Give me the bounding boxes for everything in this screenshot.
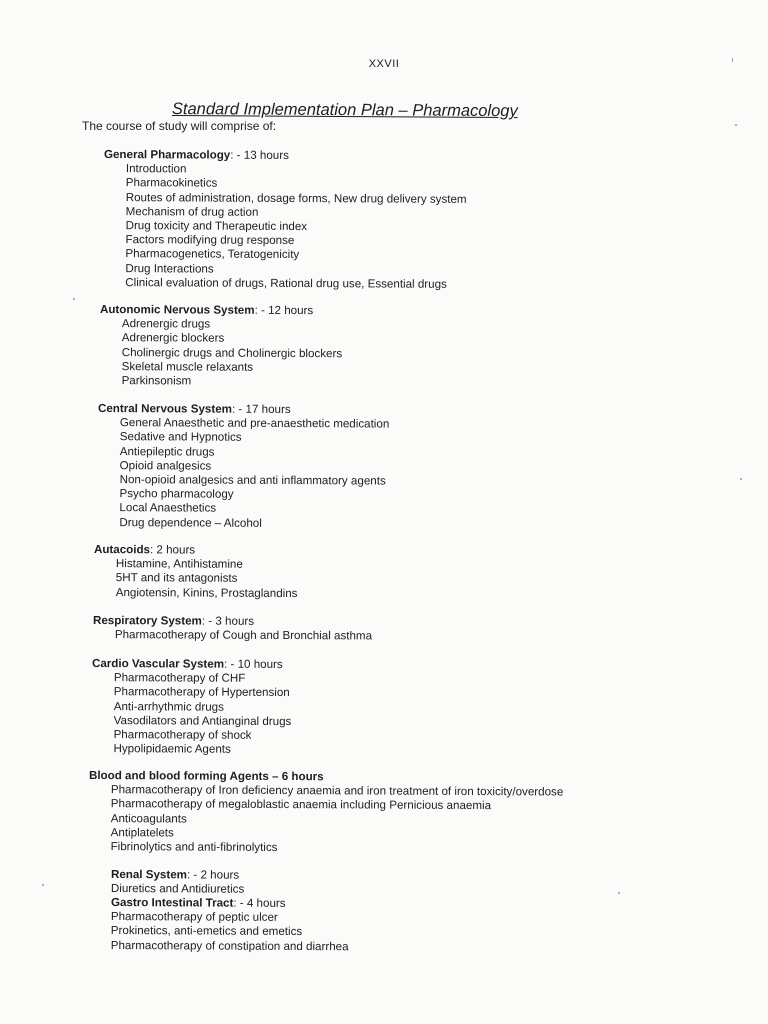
list-item: Pharmacogenetics, Teratogenicity — [125, 247, 300, 262]
section-title: Renal System — [110, 868, 188, 882]
list-item: Skeletal muscle relaxants — [121, 359, 254, 374]
list-item: Cholinergic drugs and Cholinergic blockers — [121, 345, 343, 360]
list-item: Anti-arrhythmic drugs — [113, 699, 224, 714]
list-item: Pharmacotherapy of peptic ulcer — [110, 910, 278, 925]
topic-list — [93, 628, 372, 644]
section-autonomic-nervous-system — [100, 303, 343, 389]
section-heading — [98, 402, 389, 418]
list-item: Drug Interactions — [125, 261, 214, 276]
section-title: Gastro Intestinal Tract — [110, 896, 234, 910]
section-heading — [92, 657, 292, 672]
topic-list — [89, 783, 564, 856]
section-autacoids — [94, 543, 298, 601]
scan-speck — [740, 478, 742, 480]
list-item: Routes of administration, dosage forms, New drug delivery system — [125, 190, 467, 206]
section-hours: : - 3 hours — [201, 614, 255, 628]
section-heading — [111, 896, 349, 911]
section-heading — [100, 303, 342, 318]
section-gastro-intestinal-tract — [111, 896, 349, 954]
list-item: Drug toxicity and Therapeutic index — [125, 219, 308, 234]
topic-list — [103, 162, 467, 292]
section-cardio-vascular-system — [91, 657, 291, 757]
list-item: Drug dependence – Alcohol — [119, 515, 262, 530]
topic-list — [94, 557, 298, 601]
section-respiratory-system — [93, 614, 372, 644]
list-item: Non-opioid analgesics and anti inflammatory agents — [119, 473, 386, 488]
list-item: Clinical evaluation of drugs, Rational drug use, Essential drugs — [125, 275, 447, 291]
topic-list — [111, 910, 349, 954]
list-item: Pharmacotherapy of CHF — [113, 671, 246, 686]
section-title: Cardio Vascular System — [91, 657, 225, 671]
list-item: Adrenergic blockers — [121, 331, 225, 346]
topic-list — [97, 416, 389, 531]
scan-speck — [618, 892, 620, 894]
section-hours: : 2 hours — [149, 543, 196, 557]
list-item: Antiplatelets — [110, 825, 174, 840]
section-blood-forming-agents — [89, 769, 564, 857]
list-item: Histamine, Antihistamine — [115, 557, 243, 571]
topic-list — [111, 882, 244, 897]
list-item: Diuretics and Antidiuretics — [110, 882, 245, 896]
section-title: General Pharmacology — [103, 148, 231, 162]
section-central-nervous-system — [97, 402, 389, 531]
list-item: Local Anaesthetics — [119, 501, 217, 516]
section-title: Autacoids — [93, 543, 151, 557]
section-title: Autonomic Nervous System — [99, 303, 255, 317]
list-item: Pharmacotherapy of Cough and Bronchial asthma — [114, 628, 373, 643]
list-item: Pharmacotherapy of constipation and diarrhea — [110, 938, 349, 953]
topic-list — [91, 671, 291, 757]
list-item: Antiepileptic drugs — [119, 444, 215, 459]
list-item: Parkinsonism — [121, 374, 192, 388]
list-item: Prokinetics, anti-emetics and emetics — [110, 924, 303, 939]
list-item: Factors modifying drug response — [125, 233, 295, 248]
section-hours: : - 12 hours — [254, 303, 314, 318]
scan-speck — [73, 298, 75, 300]
list-item: Pharmacotherapy of Iron deficiency anaemia and iron treatment of iron toxicity/overdose — [110, 783, 564, 799]
list-item: Psycho pharmacology — [119, 487, 234, 501]
section-renal-system — [111, 868, 245, 897]
list-item: Sedative and Hypnotics — [119, 430, 242, 445]
section-general-pharmacology — [103, 148, 467, 292]
section-hours: : - 10 hours — [224, 657, 283, 671]
list-item: Fibrinolytics and anti-fibrinolytics — [110, 840, 278, 855]
list-item: Pharmacotherapy of shock — [113, 728, 252, 742]
section-hours: : - 17 hours — [231, 402, 291, 417]
list-item: Anticoagulants — [110, 811, 187, 826]
section-title: Blood and blood forming Agents – 6 hours — [88, 769, 324, 784]
section-title: Central Nervous System — [97, 402, 233, 416]
list-item: Pharmacotherapy of Hypertension — [113, 685, 290, 700]
list-item: Pharmacotherapy of megaloblastic anaemia including Pernicious anaemia — [110, 797, 492, 813]
scan-speck — [735, 124, 737, 126]
section-heading — [93, 614, 372, 630]
list-item: General Anaesthetic and pre-anaesthetic medication — [119, 416, 390, 431]
list-item: Introduction — [125, 162, 187, 176]
list-item: Opioid analgesics — [119, 458, 212, 473]
section-title: Respiratory System — [92, 614, 202, 628]
scan-speck — [42, 884, 44, 886]
page-number: XXVII — [368, 58, 400, 70]
list-item: Pharmacokinetics — [125, 176, 218, 190]
list-item: Adrenergic drugs — [121, 317, 211, 331]
list-item: 5HT and its antagonists — [115, 571, 238, 586]
section-hours: : - 2 hours — [186, 868, 240, 882]
list-item: Angiotensin, Kinins, Prostaglandins — [115, 585, 298, 600]
section-heading — [94, 543, 298, 558]
page-title: Standard Implementation Plan – Pharmacology — [171, 100, 518, 121]
topic-list — [100, 317, 343, 389]
intro-text: The course of study will comprise of: — [82, 119, 277, 133]
section-hours: : - 13 hours — [230, 148, 289, 162]
list-item: Hypolipidaemic Agents — [113, 742, 231, 756]
list-item: Mechanism of drug action — [125, 204, 259, 219]
section-heading — [111, 868, 244, 883]
section-hours: : - 4 hours — [233, 896, 286, 910]
list-item: Vasodilators and Antianginal drugs — [113, 713, 292, 728]
scan-speck — [732, 58, 733, 62]
